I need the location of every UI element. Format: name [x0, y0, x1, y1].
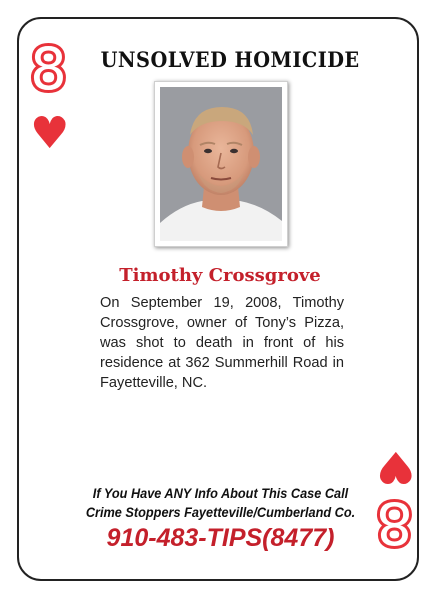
card-rank-bottom-right: 8: [376, 489, 413, 557]
heart-suit-icon-bottom: ♥: [376, 441, 416, 492]
tip-phone-number: 910-483-TIPS(8477): [106, 524, 335, 552]
mugshot-frame: [154, 81, 288, 247]
mugshot-photo: [160, 87, 282, 241]
call-to-action-line-1: If You Have ANY Info About This Case Call: [92, 486, 349, 501]
card-rank-top-left: 8: [30, 35, 67, 103]
victim-name: Timothy Crossgrove: [119, 265, 321, 286]
mugshot-image: [160, 87, 282, 241]
case-description: On September 19, 2008, Timothy Crossgrove, owner of Tony’s Pizza, was shot to death in front of his residence at 362 Summerhill Road in Fayetteville, NC.: [100, 295, 344, 391]
call-to-action-line-2: Crime Stoppers Fayetteville/Cumberland Co.: [85, 505, 356, 520]
card-headline: UNSOLVED HOMICIDE: [100, 47, 360, 72]
heart-suit-icon: ♥: [30, 108, 70, 159]
